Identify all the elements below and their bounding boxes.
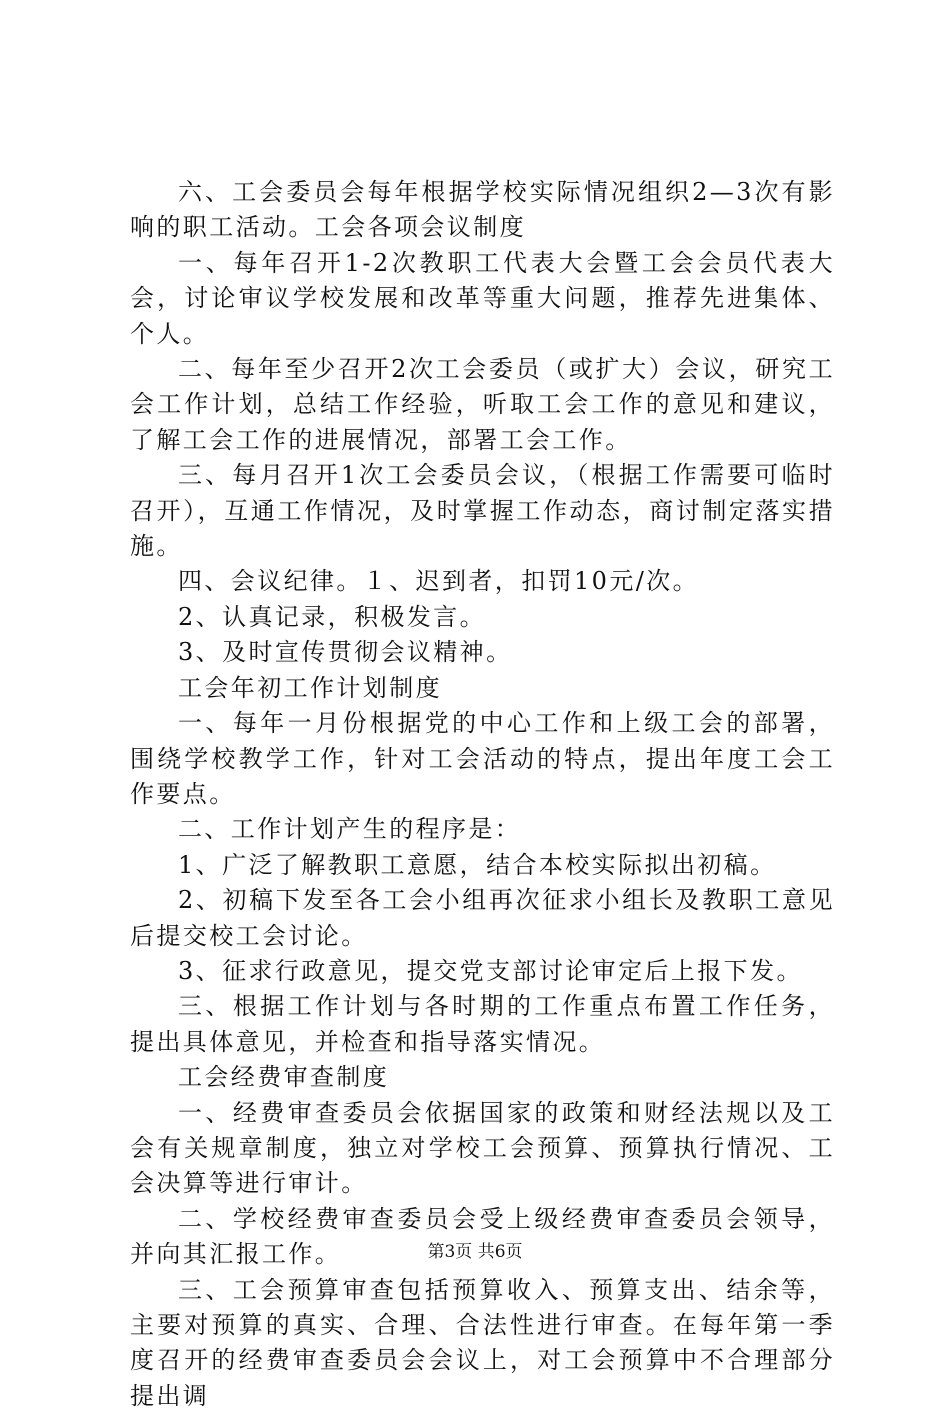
paragraph-16: 一、经费审查委员会依据国家的政策和财经法规以及工会有关规章制度，独立对学校工会预算、预算执行情况、工会决算等进行审计。: [130, 1098, 835, 1198]
paragraph-6: 2、认真记录，积极发言。: [178, 602, 487, 631]
paragraph-11: 1、广泛了解教职工意愿，结合本校实际拟出初稿。: [178, 850, 777, 879]
paragraph-7: 3、及时宣传贯彻会议精神。: [178, 638, 513, 667]
paragraph-12: 2、初稿下发至各工会小组再次征求小组长及教职工意见后提交校工会讨论。: [130, 886, 835, 950]
paragraph-10: 二、工作计划产生的程序是：: [178, 815, 522, 844]
paragraph-4: 三、每月召开1次工会委员会议，（根据工作需要可临时召开），互通工作情况，及时掌握工作动态，商讨制定落实措施。: [130, 461, 835, 561]
paragraph-5: 四、会议纪律。１、迟到者，扣罚10元/次。: [178, 567, 700, 596]
section-heading-plan: 工会年初工作计划制度: [178, 673, 442, 702]
paragraph-17: 二、学校经费审查委员会受上级经费审查委员会领导，并向其汇报工作。: [130, 1204, 835, 1269]
paragraph-18: 三、工会预算审查包括预算收入、预算支出、结余等，主要对预算的真实、合理、合法性进行审查。在每年第一季度召开的经费审查委员会会议上，对工会预算中不合理部分提出调: [130, 1275, 835, 1410]
page-footer: [0, 1241, 950, 1263]
paragraph-3: 二、每年至少召开2次工会委员（或扩大）会议，研究工会工作计划，总结工作经验，听取工会工作的意见和建议，了解工会工作的进展情况，部署工会工作。: [130, 355, 835, 454]
paragraph-13: 3、征求行政意见，提交党支部讨论审定后上报下发。: [178, 956, 803, 985]
paragraph-1: 六、工会委员会每年根据学校实际情况组织2—3次有影响的职工活动。工会各项会议制度: [130, 178, 835, 242]
page-number-label: 第3页 共6页: [427, 1242, 523, 1262]
paragraph-2: 一、每年召开1-2次教职工代表大会暨工会会员代表大会，讨论审议学校发展和改革等重大问题，推荐先进集体、个人。: [130, 248, 835, 348]
section-heading-audit: 工会经费审查制度: [178, 1063, 390, 1092]
paragraph-9: 一、每年一月份根据党的中心工作和上级工会的部署，围绕学校教学工作，针对工会活动的特点，提出年度工会工作要点。: [130, 709, 835, 808]
document-body: [130, 175, 835, 1414]
paragraph-14: 三、根据工作计划与各时期的工作重点布置工作任务，提出具体意见，并检查和指导落实情况。: [130, 992, 835, 1056]
